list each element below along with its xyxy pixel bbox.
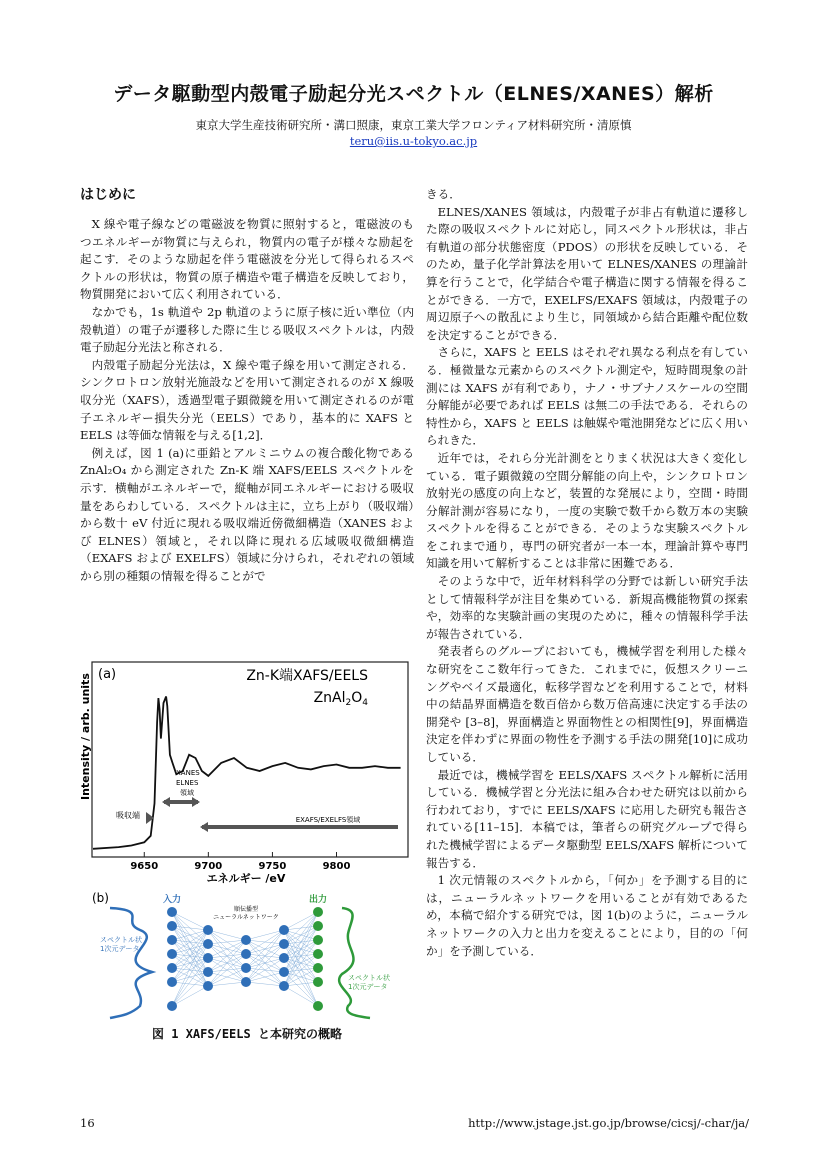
network-node xyxy=(313,907,323,917)
network-node xyxy=(167,963,177,973)
exafs-label: EXAFS/EXELFS領域 xyxy=(295,816,361,824)
network-label-2: ニューラルネットワーク xyxy=(213,914,279,921)
compound-sub-2: 4 xyxy=(362,698,368,708)
x-tick-label: 9700 xyxy=(194,861,223,872)
network-node xyxy=(167,921,177,931)
network-node xyxy=(313,977,323,987)
network-edge xyxy=(172,930,208,968)
edge-label: 吸収端 xyxy=(116,811,140,820)
network-node xyxy=(313,935,323,945)
neural-network-diagram xyxy=(110,907,370,1018)
network-node xyxy=(167,935,177,945)
paragraph: なかでも，1s 軌道や 2p 軌道のように原子核に近い準位（内殻軌道）の電子が遷移した際に生じる吸収スペクトルは，内殻電子励起分光法と称される． xyxy=(80,304,414,355)
network-edge xyxy=(208,940,246,944)
left-column xyxy=(80,216,414,585)
footer-url: http://www.jstage.jst.go.jp/browse/cicsj/-char/ja/ xyxy=(468,1116,749,1130)
network-edge xyxy=(172,930,208,982)
network-edge xyxy=(246,930,284,982)
paragraph: 内殻電子励起分光法は，X 線や電子線を用いて測定される．シンクロトロン放射光施設などを用いて測定されるのが X 線吸収分光（XAFS），透過型電子顕微鏡を用いて測定されるのが電子エネルギー損失分光（EELS）であり，基本的に XAFS と EELS は等価な情報を与える[1,2]． xyxy=(80,357,414,443)
x-tick-label: 9800 xyxy=(322,861,351,872)
network-node xyxy=(167,1001,177,1011)
figure-caption: 図 1 XAFS/EELS と本研究の概略 xyxy=(152,1027,342,1041)
network-edge xyxy=(172,930,208,1006)
network-node xyxy=(203,925,213,935)
network-node xyxy=(241,977,251,987)
network-node xyxy=(167,949,177,959)
network-node xyxy=(279,967,289,977)
network-edge xyxy=(208,930,246,940)
paragraph: 発表者らのグループにおいても，機械学習を利用した様々な研究をここ数年行ってきた．これまでに，仮想スクリーニングやベイズ最適化，転移学習などを利用することで，材料中の結晶界面構造を数百倍から数万倍高速に決定する手法の開発や [3–8]，界面構造と界面物性との相関性[9]，界面構造決定を伴わずに界面の物性を予測する手法の開発[10]に成功している． xyxy=(426,644,748,764)
network-edge xyxy=(172,982,208,986)
network-edge xyxy=(172,958,208,1006)
figure-1 xyxy=(80,660,414,1020)
output-label: 出力 xyxy=(308,895,328,905)
panel-b-label: (b) xyxy=(92,891,109,905)
network-node xyxy=(167,907,177,917)
paragraph: 例えば，図 1 (a)に亜鉛とアルミニウムの複合酸化物である ZnAl₂O₄ から測定された Zn-K 端 XAFS/EELS スペクトルを示す．横軸がエネルギーで，縦軸が同エネルギーにおける吸収量をあらわしている．スペクトルは主に，立ち上がり（吸収端）から数十 eV 付近に現れる吸収端近傍微細構造（XANES および ELNES）領域と，それ以降に現れる広域吸収微細構造（EXAFS および EXELFS）領域に分けられ，それぞれの領域から別の種類の情報を得ることがで xyxy=(80,445,414,583)
network-node xyxy=(203,953,213,963)
email-link[interactable]: teru@iis.u-tokyo.ac.jp xyxy=(349,134,478,148)
network-node xyxy=(167,977,177,987)
network-edge xyxy=(208,940,246,972)
input-data-label-2: 1次元データ xyxy=(100,945,140,953)
network-label-1: 順伝播型 xyxy=(233,906,259,913)
page-title: データ駆動型内殻電子励起分光スペクトル（ELNES/XANES）解析 xyxy=(113,83,714,105)
right-column xyxy=(426,186,748,960)
x-tick-label: 9650 xyxy=(130,861,159,872)
compound-sub-1: 2 xyxy=(345,698,352,708)
exafs-arrow-left xyxy=(200,822,208,832)
network-node xyxy=(241,963,251,973)
page-number: 16 xyxy=(80,1116,95,1130)
network-node xyxy=(279,981,289,991)
network-edge xyxy=(284,912,318,944)
network-edge xyxy=(208,954,246,986)
section-heading: はじめに xyxy=(80,187,136,203)
panel-a-label: (a) xyxy=(98,667,117,682)
network-node xyxy=(313,949,323,959)
x-tick-label: 9750 xyxy=(258,861,287,872)
paragraph: 近年では，それら分光計測をとりまく状況は大きく変化している．電子顕微鏡の空間分解能の向上や，シンクロトロン放射光の感度の向上など，装置的な発展により，空間・時間分解計測が容易になり，一度の実験で数千から数万本の実験スペクトルを得ることができる．そのような実験スペクトルをこれまで通り，専門の研究者が一本一本，理論計算や専門知識を用いて解析することは非常に困難である． xyxy=(426,450,748,571)
network-edge xyxy=(246,930,284,940)
network-node xyxy=(203,981,213,991)
output-data-label-1: スペクトル状 xyxy=(348,974,390,982)
xanes-label-2: ELNES xyxy=(176,779,199,787)
paragraph: きる． xyxy=(426,187,461,201)
network-edge xyxy=(284,982,318,986)
network-node xyxy=(279,953,289,963)
compound-o: O xyxy=(351,690,363,706)
network-edge xyxy=(208,968,246,986)
network-node xyxy=(203,939,213,949)
network-node xyxy=(313,921,323,931)
output-data-label-2: 1次元データ xyxy=(348,983,388,991)
input-data-label-1: スペクトル状 xyxy=(100,936,142,944)
network-edge xyxy=(172,926,208,930)
compound-main: ZnAl xyxy=(313,690,346,706)
paragraph: さらに，XAFS と EELS はそれぞれ異なる利点を有している．極微量な元素からのスペクトル測定や，短時間現象の計測には XAFS が有利であり，ナノ・サブナノスケールの空間分解能が必要であれば EELS は無二の手法である．それらの特性から，XAFS と EELS は触媒や電池開発などに広く用いられきた． xyxy=(426,345,748,448)
y-axis-label: Intensity / arb. units xyxy=(80,673,92,800)
paragraph: 1 次元情報のスペクトルから，「何か」を予測する目的には，ニューラルネットワークを用いることが有効であるため，本稿で紹介する研究では，図 1(b)のように，ニューラルネットワークの入力と出力を変えることにより，目的の「何か」を予測している． xyxy=(426,873,748,958)
figure-svg xyxy=(80,660,414,1020)
network-edge xyxy=(208,940,246,986)
paragraph: そのような中で，近年材料科学の分野では新しい研究手法として情報科学が注目を集めている．新規高機能物質の探索や，効率的な実験計画の実現のために，種々の情報科学手法が報告されている． xyxy=(426,574,748,641)
network-edge xyxy=(246,972,284,982)
network-node xyxy=(203,967,213,977)
network-node xyxy=(241,935,251,945)
input-label: 入力 xyxy=(162,895,182,905)
author-email xyxy=(0,134,827,148)
input-spectrum-curve xyxy=(110,908,152,1018)
network-edge xyxy=(246,982,284,986)
network-edge xyxy=(246,944,284,982)
x-axis-label: エネルギー /eV xyxy=(206,872,286,885)
x-ticks xyxy=(130,852,350,872)
network-node xyxy=(279,939,289,949)
network-edge xyxy=(208,982,246,986)
author-affiliation: 東京大学生産技術研究所・溝口照康，東京工業大学フロンティア材料研究所・清原慎 xyxy=(195,118,632,132)
network-node xyxy=(313,1001,323,1011)
xanes-arrow-left xyxy=(162,797,170,807)
output-spectrum-curve xyxy=(339,908,370,1018)
network-node xyxy=(313,963,323,973)
network-edge xyxy=(172,930,208,954)
paragraph: X 線や電子線などの電磁波を物質に照射すると，電磁波のもつエネルギーが物質に与えられ，物質内の電子が様々な励起を起こす．そのような励起を伴う電磁波を分光して得られるスペクトルの形状は，物質の原子構造や電子構造を反映しており，物質開発において広く利用されている． xyxy=(80,217,414,302)
paragraph: 最近では，機械学習を EELS/XAFS スペクトル解析に活用している．機械学習と分光法に組み合わせた研究は以前から行われており，すでに EELS/XAFS に応用した研究も報告されている[11–15]．本稿では，筆者らの研究グループで得られた機械学習によるデータ駆動型 EELS/XAFS 解析について報告する． xyxy=(426,767,748,870)
network-edge xyxy=(246,958,284,982)
network-node xyxy=(279,925,289,935)
xanes-label-1: XANES xyxy=(176,769,200,777)
paragraph: ELNES/XANES 領域は，内殻電子が非占有軌道に遷移した際の吸収スペクトルに対応し，同スペクトル形状は，非占有軌道の部分状態密度（PDOS）の形状を反映している．そのため，量子化学計算法を用いて ELNES/XANES の理論計算を行うことで，化学結合や電子構造に関する情報を得ることができる．一方で，EXELFS/EXAFS 領域は，内殻電子の周辺原子への散乱により生じ，同領域から結合距離や配位数を決定することができる． xyxy=(426,204,748,342)
xanes-arrow-right xyxy=(192,797,200,807)
chart-title: Zn-K端XAFS/EELS xyxy=(246,668,368,684)
network-edge xyxy=(246,930,284,968)
network-edge xyxy=(284,954,318,986)
network-edge xyxy=(208,940,246,958)
xanes-label-3: 領域 xyxy=(180,789,194,797)
network-edge xyxy=(246,930,284,954)
compound-label xyxy=(314,690,369,708)
network-node xyxy=(241,949,251,959)
network-edge xyxy=(172,958,208,982)
